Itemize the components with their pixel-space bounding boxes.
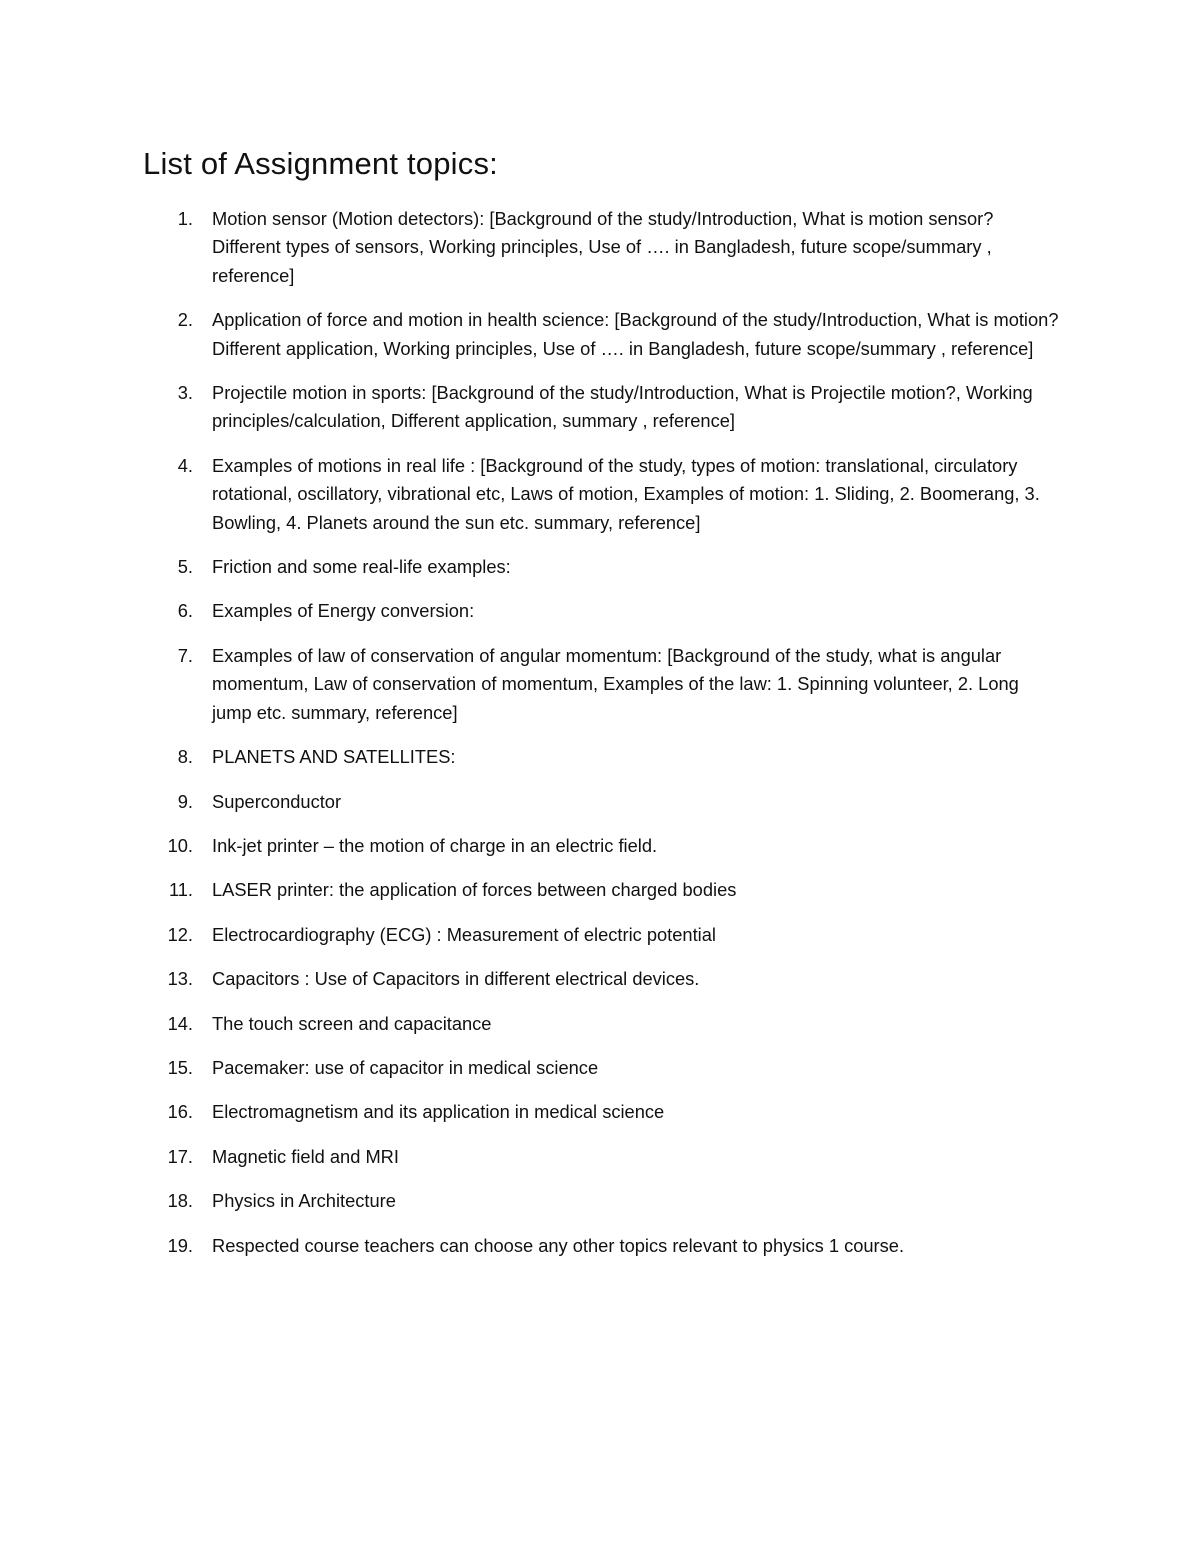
topic-text: Projectile motion in sports: [Background of the study/Introduction, What is Projectile motion?, Working principles/calculation, Different application, summary , reference] bbox=[212, 382, 1033, 432]
topic-text: Motion sensor (Motion detectors): [Background of the study/Introduction, What is motion sensor? Different types of sensors, Working principles, Use of …. in Bangladesh, future scope/summary , reference] bbox=[212, 208, 994, 286]
topic-text: Respected course teachers can choose any other topics relevant to physics 1 course. bbox=[212, 1234, 905, 1256]
topic-text: Pacemaker: use of capacitor in medical science bbox=[212, 1056, 599, 1078]
topic-number: 11. bbox=[168, 879, 193, 901]
topic-text: Friction and some real-life examples: bbox=[212, 556, 511, 578]
topic-number: 17. bbox=[167, 1145, 193, 1167]
topic-number: 1. bbox=[177, 208, 193, 229]
topic-number: 14. bbox=[167, 1012, 193, 1034]
topic-text: LASER printer: the application of forces between charged bodies bbox=[212, 879, 737, 901]
topic-text: Examples of Energy conversion: bbox=[212, 600, 475, 622]
topic-item bbox=[0, 1010, 1200, 1038]
topic-number: 4. bbox=[177, 454, 193, 476]
topic-item bbox=[0, 921, 1200, 949]
topic-item bbox=[0, 743, 1200, 771]
topic-item bbox=[0, 452, 1200, 537]
topic-item bbox=[0, 832, 1200, 860]
topic-list bbox=[0, 205, 1200, 1276]
topic-text: Electrocardiography (ECG) : Measurement of electric potential bbox=[212, 923, 716, 945]
topic-item bbox=[0, 205, 1200, 290]
topic-number: 15. bbox=[167, 1056, 193, 1078]
topic-item bbox=[0, 1232, 1200, 1260]
topic-text: Ink-jet printer – the motion of charge in an electric field. bbox=[212, 834, 658, 856]
topic-item bbox=[0, 597, 1200, 625]
page-title: List of Assignment topics: bbox=[143, 146, 498, 181]
topic-text: Examples of law of conservation of angular momentum: [Background of the study, what is angular momentum, Law of conservation of momentum, Examples of the law: 1. Spinning volunteer, 2. Long jump etc. summary, reference] bbox=[212, 644, 1019, 723]
topic-item bbox=[0, 1187, 1200, 1215]
topic-number: 13. bbox=[167, 968, 193, 990]
topic-text: Capacitors : Use of Capacitors in different electrical devices. bbox=[212, 968, 700, 990]
topic-item bbox=[0, 788, 1200, 816]
topic-number: 7. bbox=[177, 644, 193, 666]
topic-item bbox=[0, 1054, 1200, 1082]
topic-number: 9. bbox=[177, 790, 193, 812]
topic-item bbox=[0, 642, 1200, 727]
topic-item bbox=[0, 306, 1200, 363]
topic-number: 6. bbox=[177, 600, 193, 622]
topic-text: Electromagnetism and its application in medical science bbox=[212, 1101, 665, 1123]
topic-number: 18. bbox=[167, 1190, 193, 1212]
topic-number: 12. bbox=[167, 923, 193, 945]
topic-item bbox=[0, 965, 1200, 993]
topic-item bbox=[0, 379, 1200, 436]
topic-text: Superconductor bbox=[212, 790, 342, 812]
topic-item bbox=[0, 553, 1200, 581]
topic-text: Examples of motions in real life : [Background of the study, types of motion: translational, circulatory rotational, oscillatory, vibrational etc, Laws of motion, Examples of motion: 1. Sliding, 2. Boomerang, 3. Bowling, 4. Planets around the sun etc. summary, reference] bbox=[212, 454, 1040, 533]
topic-number: 10. bbox=[167, 834, 193, 856]
topic-number: 3. bbox=[177, 382, 193, 404]
topic-number: 19. bbox=[167, 1234, 193, 1256]
topic-item bbox=[0, 876, 1200, 904]
topic-number: 5. bbox=[177, 556, 193, 578]
topic-number: 2. bbox=[177, 309, 193, 331]
topic-number: 16. bbox=[167, 1101, 193, 1123]
topic-text: PLANETS AND SATELLITES: bbox=[212, 746, 456, 768]
topic-text: Magnetic field and MRI bbox=[212, 1145, 399, 1167]
topic-item bbox=[0, 1098, 1200, 1126]
topic-text: Application of force and motion in health science: [Background of the study/Introduction, What is motion? Different application, Working principles, Use of …. in Bangladesh, future scope/summary , reference] bbox=[212, 309, 1059, 359]
topic-number: 8. bbox=[177, 746, 193, 768]
topic-text: The touch screen and capacitance bbox=[212, 1012, 492, 1034]
topic-item bbox=[0, 1143, 1200, 1171]
topic-text: Physics in Architecture bbox=[212, 1190, 396, 1212]
